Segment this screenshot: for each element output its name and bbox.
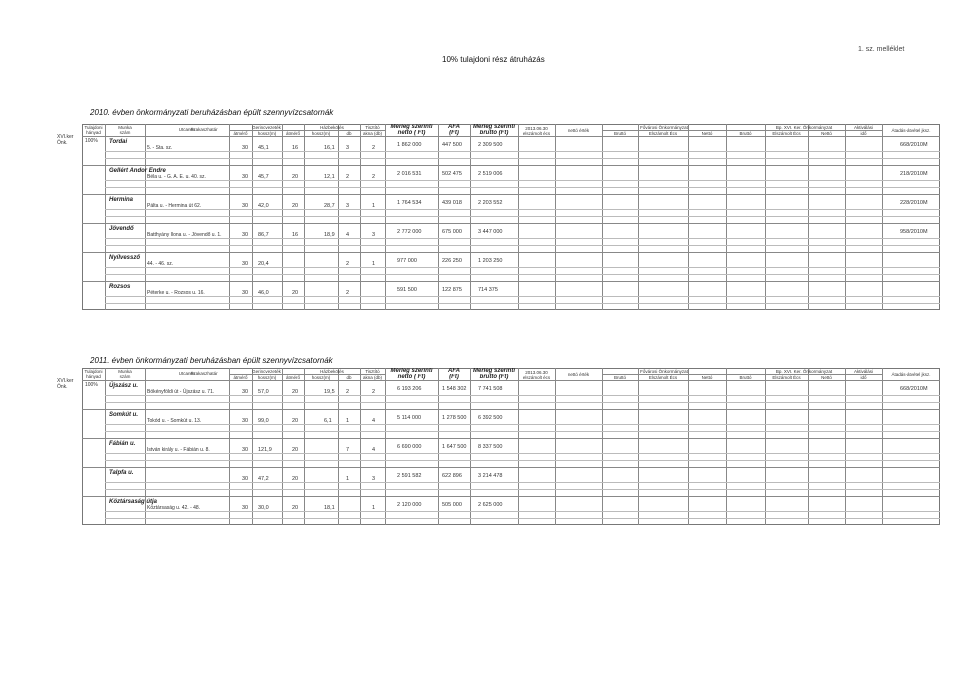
column-divider <box>688 368 689 525</box>
merleg-brutto: 2 519 006 <box>478 171 503 177</box>
header-bp-netto: Nettó <box>821 375 832 380</box>
column-divider <box>304 368 305 525</box>
row-subdivider <box>105 238 940 239</box>
row-subdivider <box>105 245 940 246</box>
merleg-brutto: 3 447 000 <box>478 229 503 235</box>
ownership-label: 100% <box>85 382 98 388</box>
afa: 1 647 500 <box>442 444 467 450</box>
hazb-db: 1 <box>346 418 350 424</box>
gerinc-hossz: 20,4 <box>258 261 269 267</box>
header-date: 2013.06.30 <box>525 370 548 375</box>
hazb-atmero: 20 <box>292 505 299 511</box>
ownership-label: Önk. <box>57 384 68 390</box>
merleg-brutto: 1 203 250 <box>478 258 503 264</box>
header-bp-brutto: Bruttó <box>739 131 752 136</box>
hazb-db: 2 <box>346 174 350 180</box>
column-divider <box>470 368 471 525</box>
gerinc-atmero: 30 <box>242 290 249 296</box>
street-name: Köztársaság útja <box>109 499 158 505</box>
merleg-netto: 591 500 <box>397 287 417 293</box>
header-afa-sub: (Ft) <box>449 374 459 380</box>
column-divider <box>338 368 339 525</box>
section-boundary: István király u. - Fábián u. 8. <box>147 447 210 453</box>
hazb-db: 2 <box>346 290 350 296</box>
street-name: Gellért Andor Endre <box>109 168 166 174</box>
header-merleg-netto: Mérleg szerinti <box>390 368 433 374</box>
row-subdivider <box>105 518 940 519</box>
gerinc-hossz: 46,0 <box>258 290 269 296</box>
atadas-jksz: 668/2010M <box>900 386 928 392</box>
hazb-hossz: 28,7 <box>324 203 335 209</box>
afa: 1 548 302 <box>442 386 467 392</box>
column-divider <box>252 368 253 525</box>
header-merleg-brutto-sub: bruttó (Ft) <box>479 130 509 136</box>
row-divider <box>82 496 940 497</box>
header-gerinc-hossz: hossz(m) <box>257 375 277 380</box>
header-bp: Bp. XVI. Ker. Önkormányzat <box>775 369 833 374</box>
tisztito-akna: 2 <box>372 389 376 395</box>
column-divider <box>726 368 727 525</box>
tisztito-akna: 3 <box>372 476 376 482</box>
atadas-jksz: 668/2010M <box>900 142 928 148</box>
gerinc-atmero: 30 <box>242 232 249 238</box>
header-fov-brutto: Bruttó <box>613 131 626 136</box>
header-szam: szám <box>119 130 131 135</box>
street-name: Talpfa u. <box>109 470 134 476</box>
afa: 505 000 <box>442 502 462 508</box>
header-merleg-netto-sub: nettó ( Ft) <box>397 374 426 380</box>
row-subdivider <box>105 453 940 454</box>
atadas-jksz: 228/2010M <box>900 200 928 206</box>
gerinc-hossz: 99,0 <box>258 418 269 424</box>
gerinc-atmero: 30 <box>242 418 249 424</box>
header-tisztito-sub: akna (db) <box>362 375 382 380</box>
hazb-atmero: 16 <box>292 232 299 238</box>
header-tisztito: Tisztító <box>365 125 380 130</box>
merleg-brutto: 8 337 500 <box>478 444 503 450</box>
column-divider <box>882 368 883 525</box>
row-subdivider <box>105 424 940 425</box>
street-name: Hermina <box>109 197 134 203</box>
header-fov-ecs: Elszámolt Écs <box>648 131 678 136</box>
tisztito-akna: 1 <box>372 261 376 267</box>
row-subdivider <box>105 303 940 304</box>
hazb-hossz: 12,1 <box>324 174 335 180</box>
column-divider <box>555 368 556 525</box>
row-subdivider <box>105 151 940 152</box>
header-hanyad: hányad <box>86 130 101 135</box>
row-subdivider <box>105 209 940 210</box>
merleg-netto: 1 862 000 <box>397 142 422 148</box>
row-subdivider <box>105 402 940 403</box>
column-divider <box>845 368 846 525</box>
header-szakaszhatar: Szakaszhatár <box>190 371 218 376</box>
header-afa-sub: (Ft) <box>449 130 459 136</box>
header-date-sub: elszámolt écs <box>522 375 551 380</box>
merleg-netto: 5 114 000 <box>397 415 422 421</box>
hazb-hossz: 16,1 <box>324 145 335 151</box>
hazb-hossz: 6,1 <box>324 418 332 424</box>
gerinc-hossz: 121,9 <box>258 447 272 453</box>
column-divider <box>229 368 230 525</box>
section-boundary: Köztársaság u. 42. - 48. <box>147 505 201 511</box>
header-gerinc-atmero: átmérő <box>233 131 248 136</box>
section-boundary: Bökényföldi út - Újszász u. 71. <box>147 389 215 395</box>
header-divider <box>82 380 940 381</box>
hazb-db: 2 <box>346 261 350 267</box>
header-hanyad: hányad <box>86 374 101 379</box>
header-afa: ÁFA <box>448 368 460 374</box>
header-szam: szám <box>119 374 131 379</box>
header-fovarosi: Fővárosi Önkormányzat <box>640 125 688 130</box>
row-subdivider <box>105 158 940 159</box>
merleg-brutto: 7 741 508 <box>478 386 503 392</box>
street-name: Jövendő <box>109 226 134 232</box>
gerinc-atmero: 30 <box>242 505 249 511</box>
ownership-label: 100% <box>85 138 98 144</box>
gerinc-hossz: 57,0 <box>258 389 269 395</box>
merleg-brutto: 2 309 500 <box>478 142 503 148</box>
section-boundary: Tokód u. - Somkút u. 13. <box>147 418 202 424</box>
hazb-hossz: 18,1 <box>324 505 335 511</box>
hazb-atmero: 16 <box>292 145 299 151</box>
header-gerinc: Gerincvezeték <box>252 369 281 374</box>
column-divider <box>282 368 283 525</box>
gerinc-hossz: 42,0 <box>258 203 269 209</box>
merleg-brutto: 2 625 000 <box>478 502 503 508</box>
header-bp: Bp. XVI. Ker. Önkormányzat <box>775 125 833 130</box>
column-divider <box>638 368 639 525</box>
afa: 226 250 <box>442 258 462 264</box>
afa: 447 500 <box>442 142 462 148</box>
header-fov-netto: Nettó <box>701 375 713 380</box>
header-hazb-atmero: átmérő <box>285 375 300 380</box>
afa: 502 475 <box>442 171 462 177</box>
merleg-netto: 1 764 534 <box>397 200 422 206</box>
merleg-netto: 6 690 000 <box>397 444 422 450</box>
hazb-hossz: 18,9 <box>324 232 335 238</box>
row-subdivider <box>105 395 940 396</box>
hazb-atmero: 20 <box>292 476 299 482</box>
row-divider <box>82 409 940 410</box>
ownership-label: XVI.ker <box>57 134 74 140</box>
street-name: Tordai <box>109 139 128 145</box>
header-aktivalasi: Aktiválási <box>853 369 873 374</box>
gerinc-atmero: 30 <box>242 203 249 209</box>
gerinc-hossz: 45,7 <box>258 174 269 180</box>
header-merleg-brutto: Mérleg szerinti <box>472 124 515 130</box>
row-subdivider <box>105 482 940 483</box>
column-divider <box>602 368 603 525</box>
row-divider <box>82 223 940 224</box>
hazb-db: 4 <box>346 232 350 238</box>
row-divider <box>82 165 940 166</box>
gerinc-atmero: 30 <box>242 389 249 395</box>
header-munka: Munka <box>118 125 132 130</box>
header-hazb-hossz: hossz(m) <box>311 375 331 380</box>
gerinc-atmero: 30 <box>242 261 249 267</box>
row-subdivider <box>105 431 940 432</box>
header-hazb-hossz: hossz(m) <box>311 131 331 136</box>
street-name: Nyílvessző <box>109 255 141 261</box>
tisztito-akna: 4 <box>372 418 376 424</box>
hazb-hossz: 19,5 <box>324 389 335 395</box>
row-subdivider <box>105 274 940 275</box>
merleg-netto: 6 193 206 <box>397 386 422 392</box>
header-tulajdoni: Tulajdoni <box>84 125 103 130</box>
atadas-jksz: 958/2010M <box>900 229 928 235</box>
column-divider <box>765 368 766 525</box>
row-divider <box>82 194 940 195</box>
section-boundary: 44. - 46. sz. <box>147 261 174 267</box>
header-hazbekotes: Házbekötés <box>320 369 344 374</box>
row-subdivider <box>105 489 940 490</box>
gerinc-hossz: 45,1 <box>258 145 269 151</box>
hazb-db: 3 <box>346 145 350 151</box>
row-divider <box>82 438 940 439</box>
section-boundary: 5. - Sta. sz. <box>147 145 173 151</box>
section-boundary: Pálta u. - Hermina út 62. <box>147 203 202 209</box>
merleg-netto: 2 591 582 <box>397 473 422 479</box>
section-title-2010: 2010. évben önkormányzati beruházásban épült szennyvízcsatornák <box>90 108 334 117</box>
column-divider <box>385 368 386 525</box>
header-atadas: Átadás-átvétel jksz. <box>891 372 931 377</box>
row-subdivider <box>105 460 940 461</box>
street-name: Fábián u. <box>109 441 136 447</box>
tisztito-akna: 2 <box>372 174 376 180</box>
header-aktivalasi: Aktiválási <box>853 125 873 130</box>
attachment-note: 1. sz. melléklet <box>858 46 905 53</box>
header-gerinc-hossz: hossz(m) <box>257 131 277 136</box>
column-divider <box>808 368 809 525</box>
tisztito-akna: 1 <box>372 505 376 511</box>
merleg-netto: 2 016 531 <box>397 171 422 177</box>
atadas-jksz: 218/2010M <box>900 171 928 177</box>
section-boundary: Péterke u. - Rozsos u. 16. <box>147 290 205 296</box>
header-date: 2013.06.30 <box>525 126 548 131</box>
header-bp-brutto: Bruttó <box>739 375 752 380</box>
header-bp-netto: Nettó <box>821 131 832 136</box>
header-tulajdoni: Tulajdoni <box>84 369 103 374</box>
header-ido: idő <box>860 131 867 136</box>
header-bp-ecs: Elszámolt Écs <box>772 375 801 380</box>
gerinc-hossz: 86,7 <box>258 232 269 238</box>
afa: 675 000 <box>442 229 462 235</box>
gerinc-atmero: 30 <box>242 145 249 151</box>
row-subdivider <box>105 187 940 188</box>
row-subdivider <box>105 511 940 512</box>
header-utcanev: Utcanév <box>178 127 196 132</box>
hazb-atmero: 20 <box>292 389 299 395</box>
afa: 622 896 <box>442 473 462 479</box>
afa: 1 278 500 <box>442 415 467 421</box>
gerinc-hossz: 47,2 <box>258 476 269 482</box>
gerinc-atmero: 30 <box>242 447 249 453</box>
hazb-atmero: 20 <box>292 290 299 296</box>
tisztito-akna: 3 <box>372 232 376 238</box>
header-fov-ecs: Elszámolt Écs <box>648 375 678 380</box>
header-gerinc: Gerincvezeték <box>252 125 281 130</box>
section-title-2011: 2011. évben önkormányzati beruházásban épült szennyvízcsatornák <box>90 356 333 365</box>
row-divider <box>82 467 940 468</box>
afa: 439 018 <box>442 200 462 206</box>
hazb-db: 1 <box>346 476 350 482</box>
merleg-netto: 977 000 <box>397 258 417 264</box>
merleg-brutto: 714 375 <box>478 287 498 293</box>
row-divider <box>82 281 940 282</box>
header-merleg-brutto: Mérleg szerinti <box>472 368 515 374</box>
merleg-netto: 2 772 000 <box>397 229 422 235</box>
row-subdivider <box>105 216 940 217</box>
page-title: 10% tulajdoni rész átruházás <box>442 55 545 64</box>
afa: 122 875 <box>442 287 462 293</box>
header-netto-ertek: nettó érték <box>567 372 590 377</box>
header-ido: idő <box>860 375 867 380</box>
header-fovarosi: Fővárosi Önkormányzat <box>640 369 688 374</box>
header-fov-netto: Nettó <box>701 131 713 136</box>
header-divider <box>82 136 940 137</box>
header-tisztito-sub: akna (db) <box>362 131 382 136</box>
hazb-db: 2 <box>346 389 350 395</box>
header-hazb-atmero: átmérő <box>285 131 300 136</box>
header-munka: Munka <box>118 369 132 374</box>
merleg-brutto: 6 392 500 <box>478 415 503 421</box>
hazb-atmero: 20 <box>292 447 299 453</box>
header-bp-ecs: Elszámolt Écs <box>772 131 801 136</box>
tisztito-akna: 2 <box>372 145 376 151</box>
header-merleg-brutto-sub: bruttó (Ft) <box>479 374 509 380</box>
header-merleg-netto: Mérleg szerinti <box>390 124 433 130</box>
ownership-label: XVI.ker <box>57 378 74 384</box>
merleg-brutto: 2 203 552 <box>478 200 503 206</box>
row-subdivider <box>105 296 940 297</box>
row-subdivider <box>105 267 940 268</box>
column-divider <box>105 368 106 525</box>
header-date-sub: elszámolt écs <box>522 131 551 136</box>
hazb-atmero: 20 <box>292 203 299 209</box>
tisztito-akna: 4 <box>372 447 376 453</box>
hazb-atmero: 20 <box>292 174 299 180</box>
header-atadas: Átadás-átvétel jksz. <box>891 128 931 133</box>
hazb-atmero: 20 <box>292 418 299 424</box>
header-hazb-db: db <box>346 131 352 136</box>
section-boundary: Béla u. - G. A. E. u. 40. sz. <box>147 174 206 180</box>
header-utcanev: Utcanév <box>178 371 196 376</box>
section-boundary: Batthyány Ilona u. - Jövendő u. 1. <box>147 232 222 238</box>
header-netto-ertek: nettó érték <box>567 128 590 133</box>
header-szakaszhatar: Szakaszhatár <box>190 127 218 132</box>
row-divider <box>82 252 940 253</box>
column-divider <box>438 368 439 525</box>
header-fov-brutto: Bruttó <box>613 375 626 380</box>
merleg-brutto: 3 214 478 <box>478 473 503 479</box>
tisztito-akna: 1 <box>372 203 376 209</box>
header-hazbekotes: Házbekötés <box>320 125 344 130</box>
hazb-db: 7 <box>346 447 350 453</box>
merleg-netto: 2 120 000 <box>397 502 422 508</box>
street-name: Rozsos <box>109 284 131 290</box>
ownership-label: Önk. <box>57 140 68 146</box>
gerinc-hossz: 30,0 <box>258 505 269 511</box>
header-merleg-netto-sub: nettó ( Ft) <box>397 130 426 136</box>
gerinc-atmero: 30 <box>242 174 249 180</box>
column-divider <box>360 368 361 525</box>
header-tisztito: Tisztító <box>365 369 380 374</box>
street-name: Újszász u. <box>109 383 139 389</box>
header-hazb-db: db <box>346 375 352 380</box>
gerinc-atmero: 30 <box>242 476 249 482</box>
row-subdivider <box>105 180 940 181</box>
header-afa: ÁFA <box>448 124 460 130</box>
header-gerinc-atmero: átmérő <box>233 375 248 380</box>
street-name: Somkút u. <box>109 412 139 418</box>
hazb-db: 3 <box>346 203 350 209</box>
column-divider <box>518 368 519 525</box>
